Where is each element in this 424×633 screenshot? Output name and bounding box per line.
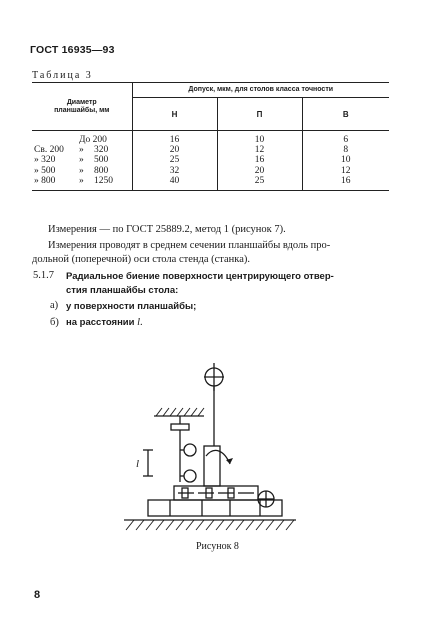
- paragraph-measurement-line1: Измерения проводят в среднем сечении планшайбы вдоль про-: [48, 240, 331, 251]
- table-row: » 320 » 500: [34, 155, 109, 166]
- col-header-tolerance: Допуск, мкм, для столов класса точности: [132, 83, 389, 98]
- section-number: 5.1.7: [33, 270, 54, 281]
- col-header-class-p: П: [217, 98, 302, 131]
- paragraph-measurement-ref: Измерения — по ГОСТ 25889.2, метод 1 (рисунок 7).: [48, 224, 286, 235]
- dial-indicator-upper: [184, 444, 196, 456]
- col-header-class-h: Н: [132, 98, 217, 131]
- standard-header: ГОСТ 16935—93: [30, 44, 115, 56]
- col-header-diameter: Диаметр планшайбы, мм: [32, 83, 132, 131]
- item-b-marker: б): [50, 317, 59, 328]
- item-a-text: у поверхности планшайбы;: [66, 301, 197, 312]
- row-labels: [32, 131, 132, 191]
- table-row: » 500 » 800: [34, 165, 109, 176]
- item-b-text: на расстоянии l.: [66, 317, 143, 328]
- table-row: Св. 200 » 320: [34, 145, 109, 156]
- col-values-p: 10 12 16 20 25: [217, 131, 302, 191]
- table-row: » 800 » 1250: [34, 175, 113, 186]
- col-values-b: 6 8 10 12 16: [302, 131, 389, 191]
- item-a-marker: а): [50, 300, 59, 311]
- paragraph-measurement-line2: дольной (поперечной) оси стола стенда (станка).: [32, 254, 250, 265]
- figure-8-diagram: [118, 360, 298, 535]
- page-number: 8: [34, 589, 41, 601]
- col-values-h: 16 20 25 32 40: [132, 131, 217, 191]
- section-title-line1: Радиальное биение поверхности центрирующего отвер-: [66, 271, 334, 282]
- tolerance-table: [32, 82, 389, 191]
- table-row: До 200: [79, 135, 107, 145]
- dimension-label-l: l: [136, 458, 140, 470]
- table-caption: Таблица 3: [32, 70, 93, 81]
- section-title-line2: стия планшайбы стола:: [66, 285, 179, 296]
- figure-caption: Рисунок 8: [196, 541, 239, 552]
- col-header-class-b: В: [302, 98, 389, 131]
- dial-indicator-lower: [184, 470, 196, 482]
